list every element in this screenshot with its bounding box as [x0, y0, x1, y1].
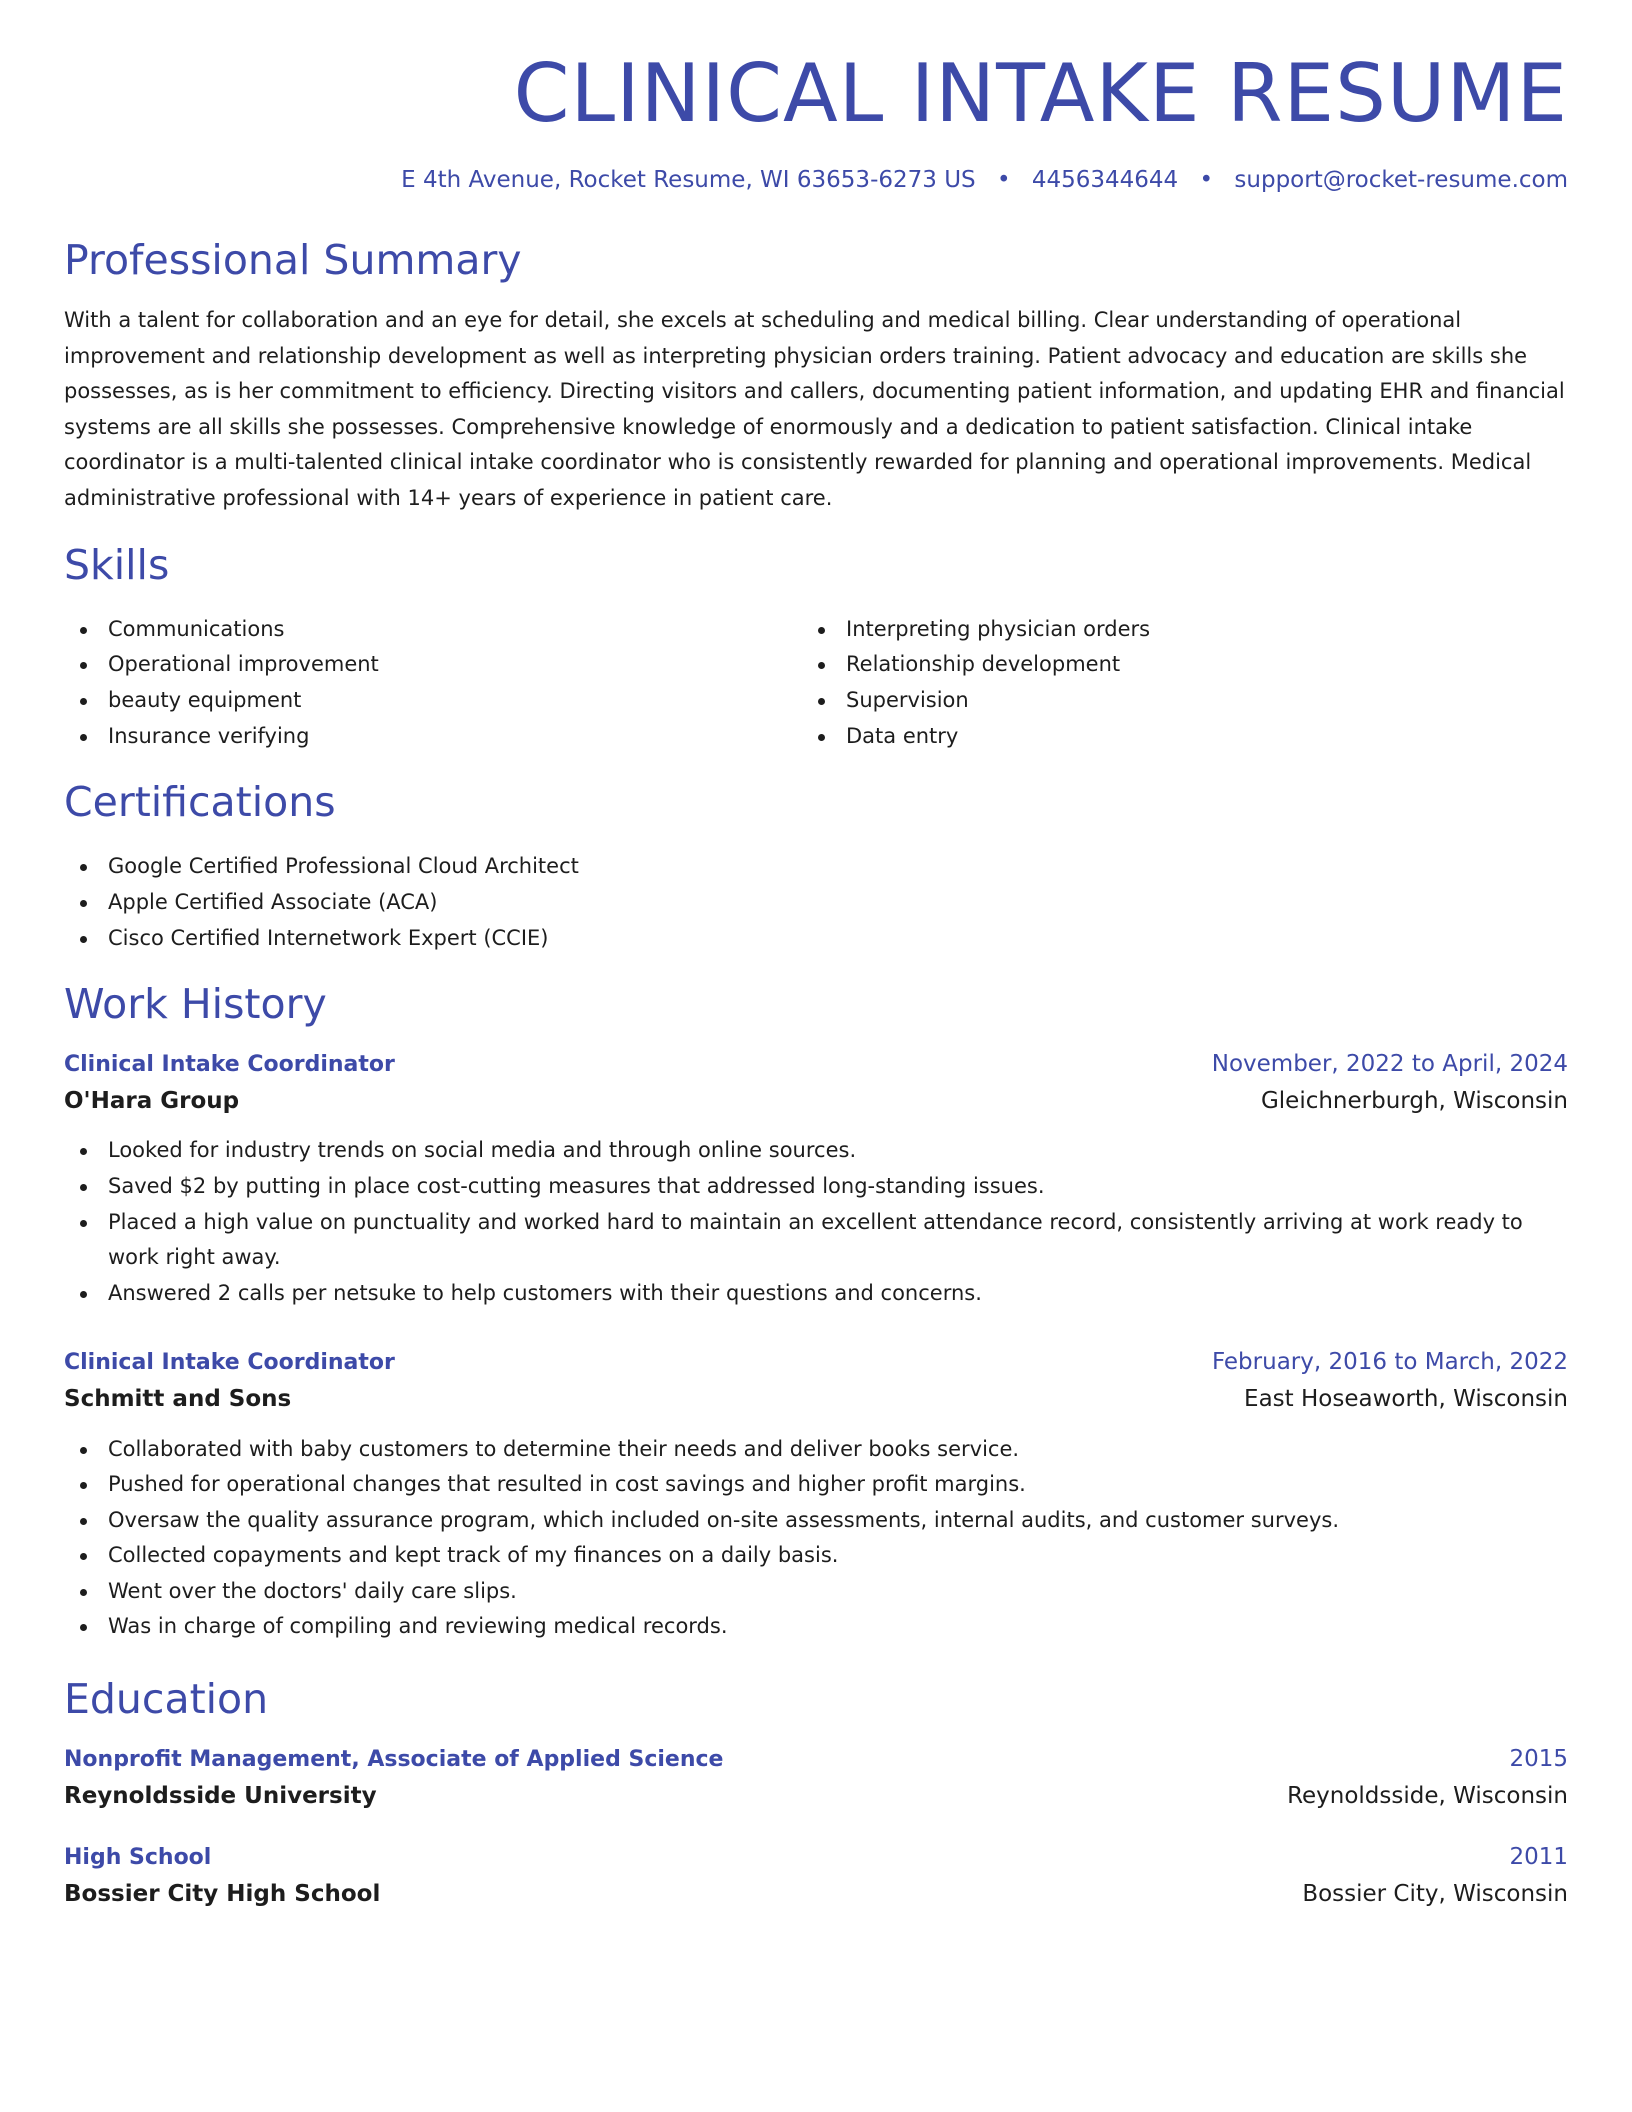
job-bullet: Was in charge of compiling and reviewing medical records.: [64, 1609, 1568, 1645]
skill-item: Communications: [64, 612, 802, 648]
education-location: Reynoldsside, Wisconsin: [1287, 1783, 1568, 1810]
education-school: Bossier City High School: [64, 1881, 381, 1908]
job-bullet: Collected copayments and kept track of my finances on a daily basis.: [64, 1538, 1568, 1574]
skill-item: Data entry: [802, 719, 1568, 755]
education-location: Bossier City, Wisconsin: [1302, 1881, 1568, 1908]
job-bullet: Placed a high value on punctuality and worked hard to maintain an excellent attendance record, consistently arriving at work ready to work right away.: [64, 1205, 1568, 1276]
job-bullet: Saved $2 by putting in place cost-cutting measures that addressed long-standing issues.: [64, 1169, 1568, 1205]
job-location: Gleichnerburgh, Wisconsin: [1260, 1088, 1568, 1115]
job-responsibilities: [64, 1432, 1568, 1646]
certification-item: Cisco Certified Internetwork Expert (CCIE): [64, 921, 1568, 957]
education-degree: Nonprofit Management, Associate of Applied Science: [64, 1747, 724, 1773]
job-entry: [64, 1347, 1568, 1645]
skill-item: Insurance verifying: [64, 719, 802, 755]
skills-column-right: [802, 612, 1568, 754]
job-bullet: Answered 2 calls per netsuke to help customers with their questions and concerns.: [64, 1276, 1568, 1312]
education-entry: [64, 1744, 1568, 1812]
skill-item: beauty equipment: [64, 683, 802, 719]
resume-title: CLINICAL INTAKE RESUME: [513, 47, 1568, 140]
certifications-heading: Certifications: [64, 778, 336, 827]
job-bullet: Pushed for operational changes that resulted in cost savings and higher profit margins.: [64, 1467, 1568, 1503]
education-school: Reynoldsside University: [64, 1783, 377, 1810]
education-year: 2011: [1509, 1844, 1568, 1871]
skill-item: Interpreting physician orders: [802, 612, 1568, 648]
job-bullet: Went over the doctors' daily care slips.: [64, 1574, 1568, 1610]
job-responsibilities: [64, 1133, 1568, 1311]
summary-heading: Professional Summary: [64, 235, 522, 284]
job-bullet: Looked for industry trends on social media and through online sources.: [64, 1133, 1568, 1169]
job-dates: November, 2022 to April, 2024: [1211, 1051, 1568, 1078]
contact-line: [64, 166, 1568, 196]
job-dates: February, 2016 to March, 2022: [1211, 1349, 1568, 1376]
resume-header: [64, 47, 1568, 196]
certifications-list: [64, 849, 1568, 956]
contact-address: E 4th Avenue, Rocket Resume, WI 63653-6273 US: [401, 167, 976, 193]
education-heading: Education: [64, 1675, 269, 1724]
skill-item: Supervision: [802, 683, 1568, 719]
work-history-heading: Work History: [64, 980, 327, 1029]
contact-email: support@rocket-resume.com: [1234, 167, 1568, 193]
contact-separator: •: [1199, 167, 1214, 193]
education-entry: [64, 1842, 1568, 1910]
skills-heading: Skills: [64, 540, 170, 589]
job-company: Schmitt and Sons: [64, 1386, 292, 1413]
job-bullet: Oversaw the quality assurance program, which included on-site assessments, internal audits, and customer surveys.: [64, 1503, 1568, 1539]
contact-phone: 4456344644: [1031, 167, 1179, 193]
job-title: Clinical Intake Coordinator: [64, 1350, 395, 1376]
skill-item: Operational improvement: [64, 647, 802, 683]
summary-text: With a talent for collaboration and an eye for detail, she excels at scheduling and medical billing. Clear understanding of operational improvement and relationship development as well as interpreting physician orders training. Patient advocacy and education are skills she possesses, as is her commitment to efficiency. Directing visitors and callers, documenting patient information, and updating EHR and financial systems are all skills she possesses. Comprehensive knowledge of enormously and a dedication to patient satisfaction. Clinical intake coordinator is a multi-talented clinical intake coordinator who is consistently rewarded for planning and operational improvements. Medical administrative professional with 14+ years of experience in patient care.: [64, 308, 1565, 511]
skill-item: Relationship development: [802, 647, 1568, 683]
job-company: O'Hara Group: [64, 1088, 240, 1115]
education-year: 2015: [1509, 1746, 1568, 1773]
job-location: East Hoseaworth, Wisconsin: [1244, 1386, 1568, 1413]
job-bullet: Collaborated with baby customers to determine their needs and deliver books service.: [64, 1432, 1568, 1468]
job-title: Clinical Intake Coordinator: [64, 1052, 395, 1078]
job-entry: [64, 1049, 1568, 1311]
skills-list: [64, 612, 1568, 754]
certification-item: Google Certified Professional Cloud Architect: [64, 849, 1568, 885]
contact-separator: •: [996, 167, 1011, 193]
skills-column-left: [64, 612, 802, 754]
education-degree: High School: [64, 1845, 212, 1871]
certification-item: Apple Certified Associate (ACA): [64, 885, 1568, 921]
